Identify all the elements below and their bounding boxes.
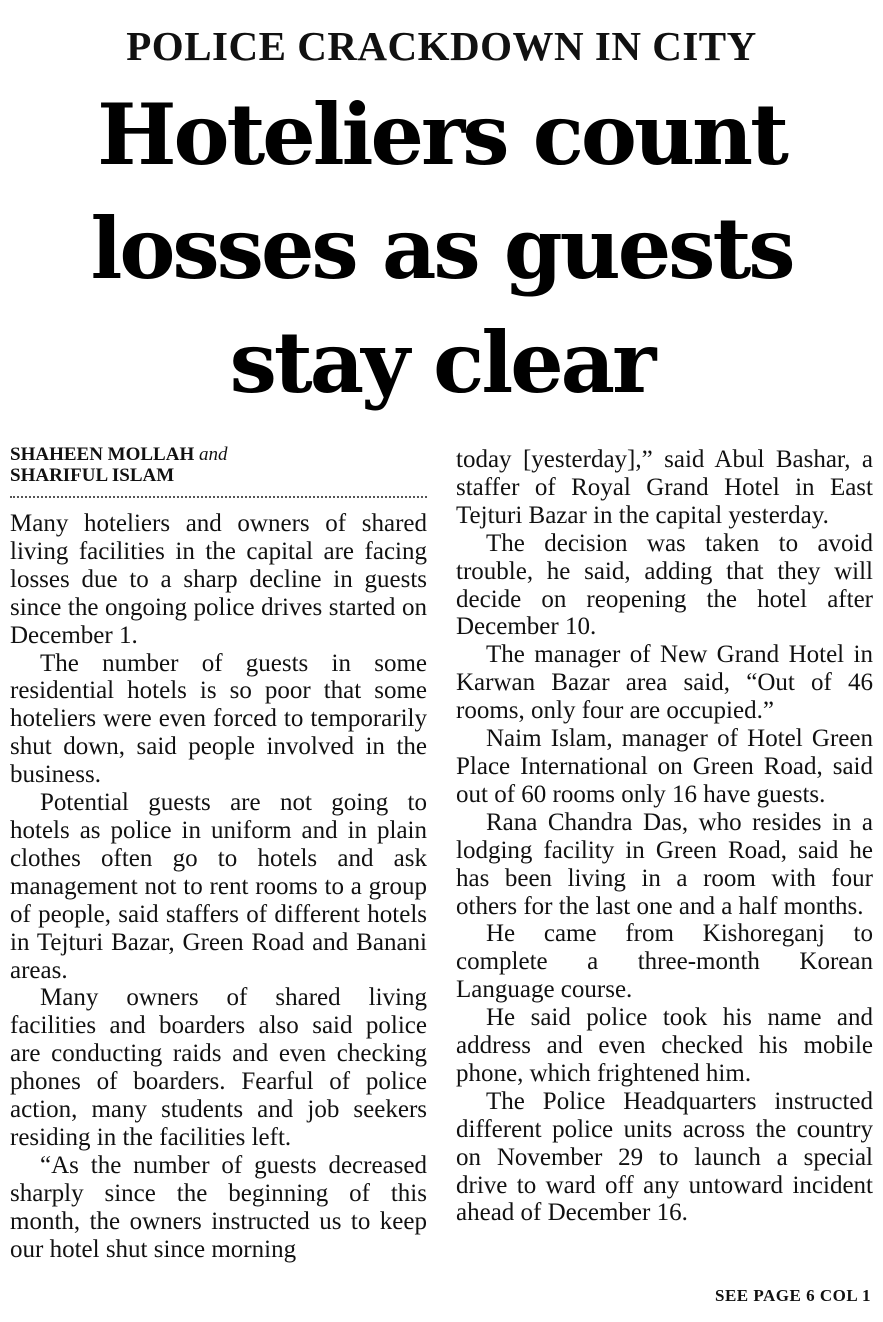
paragraph: The number of guests in some residential hotels is so poor that some hoteliers were even forced to temporarily shut down, said people involved in the business.	[10, 649, 427, 789]
kicker: POLICE CRACKDOWN IN CITY	[126, 23, 757, 69]
paragraph: Rana Chandra Das, who resides in a lodging facility in Green Road, said he has been living in a room with four others for the last one and a half months.	[456, 808, 873, 920]
paragraph: Potential guests are not going to hotels as police in uniform and in plain clothes often go to hotels and ask management not to rent rooms to a group of people, said staffers of different hotels in Tejturi Bazar, Green Road and Banani areas.	[10, 789, 427, 984]
paragraph: “As the number of guests decreased sharply since the beginning of this month, the owners instructed us to keep our hotel shut since morning	[10, 1151, 427, 1263]
paragraph: Many owners of shared living facilities and boarders also said police are conducting raids and even checking phones of boarders. Fearful of police action, many students and job seekers residing in the facilities left.	[10, 984, 427, 1151]
headline-line: stay clear	[229, 313, 654, 412]
paragraph: He said police took his name and address and even checked his mobile phone, which frightened him.	[456, 1004, 873, 1087]
headline-line: Hoteliers count	[97, 85, 786, 184]
paragraph: today [yesterday],” said Abul Bashar, a staffer of Royal Grand Hotel in East Tejturi Bazar in the capital yesterday.	[456, 446, 873, 529]
paragraph: The Police Headquarters instructed different police units across the country on November 29 to launch a special drive to ward off any untoward incident ahead of December 16.	[456, 1087, 873, 1227]
left-column	[10, 444, 427, 1263]
byline-conjunction: and	[198, 444, 228, 465]
paragraph: He came from Kishoreganj to complete a three-month Korean Language course.	[456, 920, 873, 1004]
paragraph: The manager of New Grand Hotel in Karwan Bazar area said, “Out of 46 rooms, only four are occupied.”	[456, 641, 873, 725]
byline	[10, 444, 427, 498]
paragraph: The decision was taken to avoid trouble, he said, adding that they will decide on reopening the hotel after December 10.	[456, 529, 873, 641]
continued-on-link[interactable]: SEE PAGE 6 COL 1	[715, 1286, 871, 1305]
headline	[0, 78, 883, 420]
right-column	[456, 446, 873, 1227]
paragraph: Many hoteliers and owners of shared living facilities in the capital are facing losses due to a sharp decline in guests since the ongoing police drives started on December 1.	[10, 510, 427, 649]
author-name: SHAHEEN MOLLAH	[10, 444, 195, 465]
paragraph: Naim Islam, manager of Hotel Green Place International on Green Road, said out of 60 rooms only 16 have guests.	[456, 725, 873, 808]
headline-line: losses as guests	[90, 199, 793, 298]
author-name: SHARIFUL ISLAM	[10, 465, 175, 486]
